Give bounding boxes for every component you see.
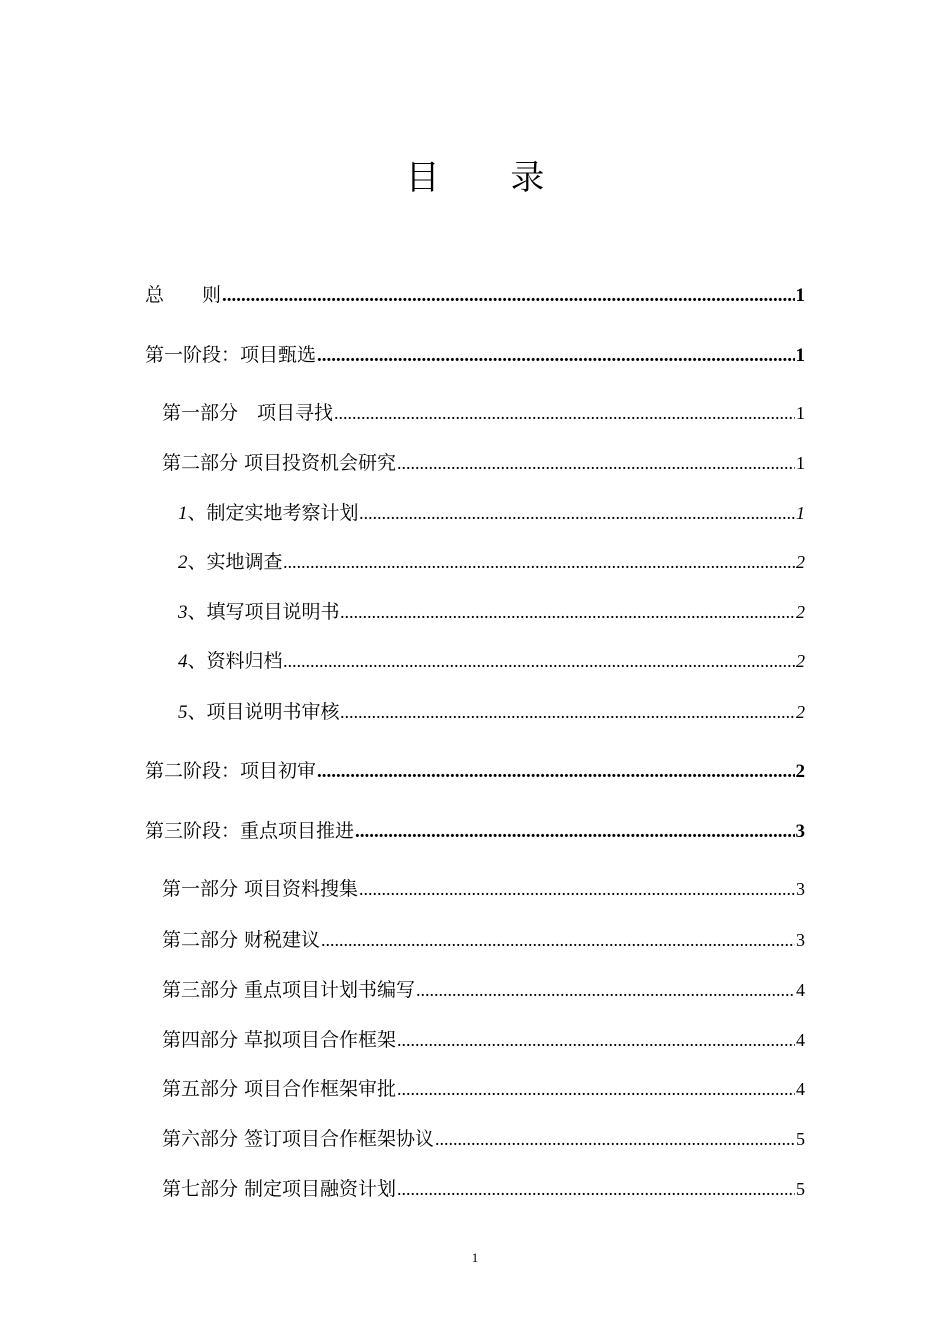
toc-entry-label (178, 597, 340, 628)
toc-entry[interactable] (178, 646, 805, 676)
toc-entry-label: 第三部分 重点项目计划书编写 (162, 979, 416, 1001)
toc-entry-page: 4 (796, 1030, 805, 1050)
toc-entry-number: 5 (178, 702, 188, 723)
toc-entry[interactable] (162, 975, 805, 1005)
toc-entry[interactable] (178, 498, 805, 528)
toc-entry-page: 3 (796, 879, 805, 899)
toc-entry[interactable] (162, 925, 805, 955)
toc-leader-dots (284, 547, 795, 577)
toc-entry-number: 1 (178, 503, 188, 524)
toc-entry-number: 2 (178, 552, 188, 573)
toc-entry-label: 第五部分 项目合作框架审批 (162, 1078, 397, 1100)
toc-entry-page: 2 (796, 552, 805, 572)
toc-entry-number: 4 (178, 651, 188, 672)
toc-entry-page: 1 (796, 403, 805, 423)
toc-entry[interactable] (178, 597, 805, 627)
toc-entry[interactable] (162, 874, 805, 904)
toc-entry-label (178, 547, 283, 578)
toc-entry-page: 1 (795, 285, 805, 306)
toc-leader-dots (416, 975, 795, 1005)
toc-entry-page: 2 (795, 761, 805, 782)
toc-entry[interactable] (145, 816, 805, 846)
toc-leader-dots (355, 817, 794, 847)
toc-entry-text: 、资料归档 (187, 650, 283, 672)
toc-leader-dots (397, 1074, 795, 1104)
toc-leader-dots (222, 281, 794, 311)
toc-entry[interactable] (162, 1025, 805, 1055)
toc-entry-text: 、项目说明书审核 (187, 701, 340, 723)
toc-leader-dots (360, 498, 795, 528)
toc-entry-label (178, 697, 340, 728)
toc-leader-dots (321, 925, 795, 955)
toc-leader-dots (284, 646, 795, 676)
toc-entry[interactable] (145, 280, 805, 310)
toc-entry-label: 第二部分 财税建议 (162, 929, 321, 951)
toc-entry-page: 4 (796, 1079, 805, 1099)
toc-entry-label: 第一阶段：项目甄选 (145, 344, 317, 366)
toc-entry[interactable] (162, 1124, 805, 1154)
toc-leader-dots (397, 1025, 795, 1055)
toc-entry[interactable] (178, 697, 805, 727)
toc-leader-dots (317, 341, 794, 371)
toc-entry[interactable] (145, 756, 805, 786)
toc-entry-label: 第七部分 制定项目融资计划 (162, 1178, 397, 1200)
toc-entry-label: 第一部分 项目资料搜集 (162, 878, 359, 900)
page-number: 1 (471, 1250, 479, 1265)
toc-entry-page: 1 (796, 453, 805, 473)
toc-leader-dots (359, 874, 795, 904)
toc-entry-label (178, 498, 359, 529)
page-title: 目 录 (405, 158, 575, 198)
toc-entry-label: 第六部分 签订项目合作框架协议 (162, 1128, 435, 1150)
toc-entry-page: 1 (795, 345, 805, 366)
toc-leader-dots (341, 697, 795, 727)
toc-entry[interactable] (162, 448, 805, 478)
toc-entry-label: 第一部分 项目寻找 (162, 402, 334, 424)
toc-entry-label: 第四部分 草拟项目合作框架 (162, 1029, 397, 1051)
toc-entry[interactable] (162, 398, 805, 428)
toc-leader-dots (435, 1124, 795, 1154)
toc-entry[interactable] (145, 340, 805, 370)
toc-entry-page: 1 (796, 503, 805, 523)
toc-leader-dots (397, 1174, 795, 1204)
toc-leader-dots (341, 597, 795, 627)
toc-entry-page: 2 (796, 651, 805, 671)
toc-entry-text: 、填写项目说明书 (187, 601, 340, 623)
toc-entry[interactable] (178, 547, 805, 577)
toc-entry-page: 2 (796, 602, 805, 622)
toc-leader-dots (334, 398, 795, 428)
toc-entry-text: 、实地调查 (187, 551, 283, 573)
toc-entry-label: 总 则 (145, 284, 222, 306)
toc-entry-number: 3 (178, 602, 188, 623)
toc-entry-page: 5 (796, 1179, 805, 1199)
toc-entry[interactable] (162, 1174, 805, 1204)
toc-entry-label: 第三阶段：重点项目推进 (145, 820, 355, 842)
toc-entry-page: 2 (796, 702, 805, 722)
toc-entry-label (178, 646, 283, 677)
toc-entry-page: 5 (796, 1129, 805, 1149)
toc-entry-page: 3 (796, 930, 805, 950)
toc-entry[interactable] (162, 1074, 805, 1104)
toc-leader-dots (317, 757, 794, 787)
toc-entry-label: 第二阶段：项目初审 (145, 760, 317, 782)
toc-entry-label: 第二部分 项目投资机会研究 (162, 452, 397, 474)
toc-entry-page: 3 (795, 821, 805, 842)
toc-leader-dots (397, 448, 795, 478)
toc-entry-text: 、制定实地考察计划 (187, 502, 359, 524)
toc-entry-page: 4 (796, 980, 805, 1000)
